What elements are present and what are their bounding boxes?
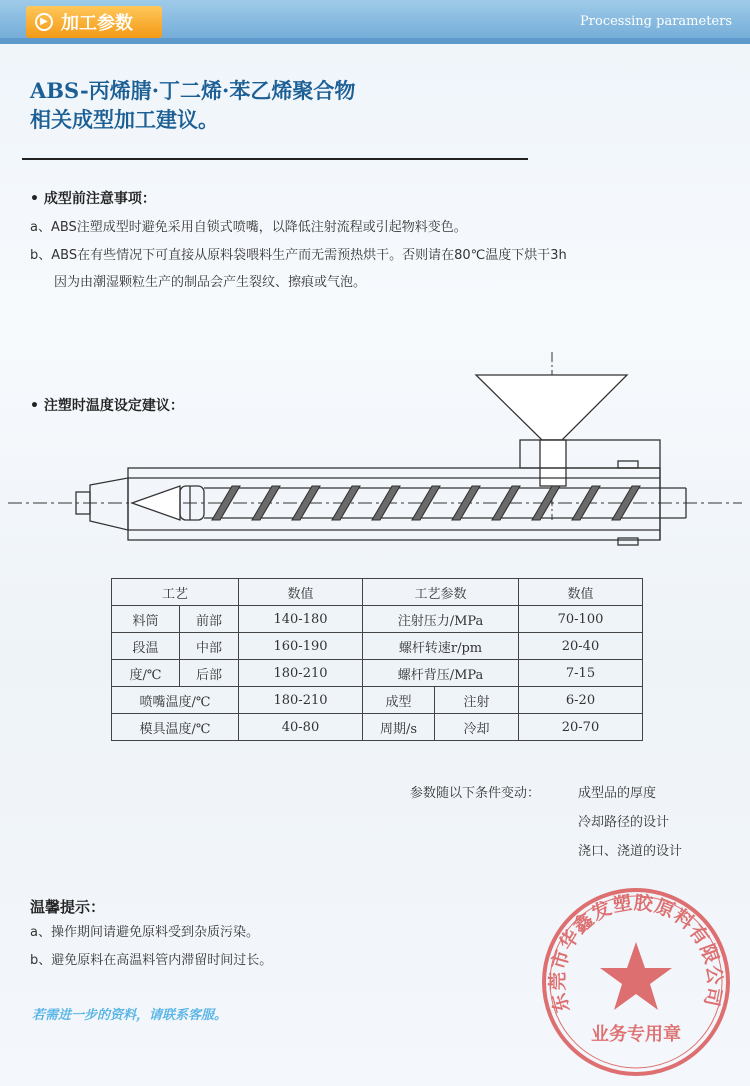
barrel-label-2: 段温 [112, 633, 180, 660]
inject-label: 注射 [435, 687, 519, 714]
header-parameter: 工艺参数 [363, 579, 519, 606]
play-circle-icon: ▶ [35, 13, 53, 31]
zone-middle: 中部 [180, 633, 239, 660]
pre-molding-item-b-line2: 因为由潮湿颗粒生产的制品会产生裂纹、擦痕或气泡。 [54, 275, 367, 290]
company-seal [530, 878, 740, 1078]
page-title [30, 76, 355, 134]
table-header-row [112, 579, 643, 606]
header-underline [0, 38, 750, 44]
conditions-label: 参数随以下条件变动： [410, 786, 541, 801]
injection-screw-icon [0, 345, 750, 565]
zone-middle-value: 160-190 [239, 633, 363, 660]
condition-item: 冷却路径的设计 [578, 815, 670, 830]
table-row [112, 687, 643, 714]
zone-front-value: 140-180 [239, 606, 363, 633]
cycle-label-1: 成型 [363, 687, 435, 714]
cool-value: 20-70 [519, 714, 643, 741]
param-injection-pressure-value: 70-100 [519, 606, 643, 633]
table-row [112, 714, 643, 741]
seal-bottom-text: 业务专用章 [591, 1024, 681, 1045]
param-back-pressure-value: 7-15 [519, 660, 643, 687]
page-title-line2: 相关成型加工建议。 [30, 107, 219, 132]
page-title-line1: ABS-丙烯腈·丁二烯·苯乙烯聚合物 [30, 78, 356, 103]
zone-rear-value: 180-210 [239, 660, 363, 687]
header-process: 工艺 [112, 579, 239, 606]
star-icon [600, 942, 672, 1010]
english-title: Processing parameters [580, 14, 732, 29]
zone-rear: 后部 [180, 660, 239, 687]
table-row [112, 660, 643, 687]
param-back-pressure: 螺杆背压/MPa [363, 660, 519, 687]
cool-label: 冷却 [435, 714, 519, 741]
nozzle-temp-label: 喷嘴温度/℃ [112, 687, 239, 714]
header-bar [0, 0, 750, 44]
tips-heading: 温馨提示： [30, 898, 106, 916]
pre-molding-item-a: a、ABS注塑成型时避免采用自锁式喷嘴，以降低注射流程或引起物料变色。 [30, 220, 467, 235]
barrel-label-1: 料筒 [112, 606, 180, 633]
param-screw-speed-value: 20-40 [519, 633, 643, 660]
header-value: 数值 [239, 579, 363, 606]
zone-front: 前部 [180, 606, 239, 633]
contact-note: 若需进一步的资料，请联系客服。 [32, 1008, 228, 1023]
seal-ring-text: 东莞市华鑫发塑胶原料有限公司 [546, 891, 726, 1015]
condition-item: 成型品的厚度 [578, 786, 657, 801]
table-row [112, 606, 643, 633]
tip-item-a: a、操作期间请避免原料受到杂质污染。 [30, 925, 259, 940]
mold-temp-label: 模具温度/℃ [112, 714, 239, 741]
tab-processing-parameters[interactable] [26, 6, 162, 38]
cycle-label-2: 周期/s [363, 714, 435, 741]
tab-label: 加工参数 [61, 13, 133, 34]
pre-molding-heading: • 成型前注意事项： [30, 191, 156, 207]
table-row [112, 633, 643, 660]
processing-table [111, 578, 643, 741]
barrel-label-3: 度/℃ [112, 660, 180, 687]
param-screw-speed: 螺杆转速r/pm [363, 633, 519, 660]
pre-molding-item-b-line1: b、ABS在有些情况下可直接从原料袋喂料生产而无需预热烘干。否则请在80℃温度下烘干3h [30, 248, 567, 263]
inject-value: 6-20 [519, 687, 643, 714]
header-param-value: 数值 [519, 579, 643, 606]
title-divider [22, 158, 528, 160]
tip-item-b: b、避免原料在高温料管内滞留时间过长。 [30, 953, 273, 968]
mold-temp-value: 40-80 [239, 714, 363, 741]
nozzle-temp-value: 180-210 [239, 687, 363, 714]
condition-item: 浇口、浇道的设计 [578, 844, 683, 859]
temperature-heading: • 注塑时温度设定建议： [30, 398, 184, 414]
param-injection-pressure: 注射压力/MPa [363, 606, 519, 633]
